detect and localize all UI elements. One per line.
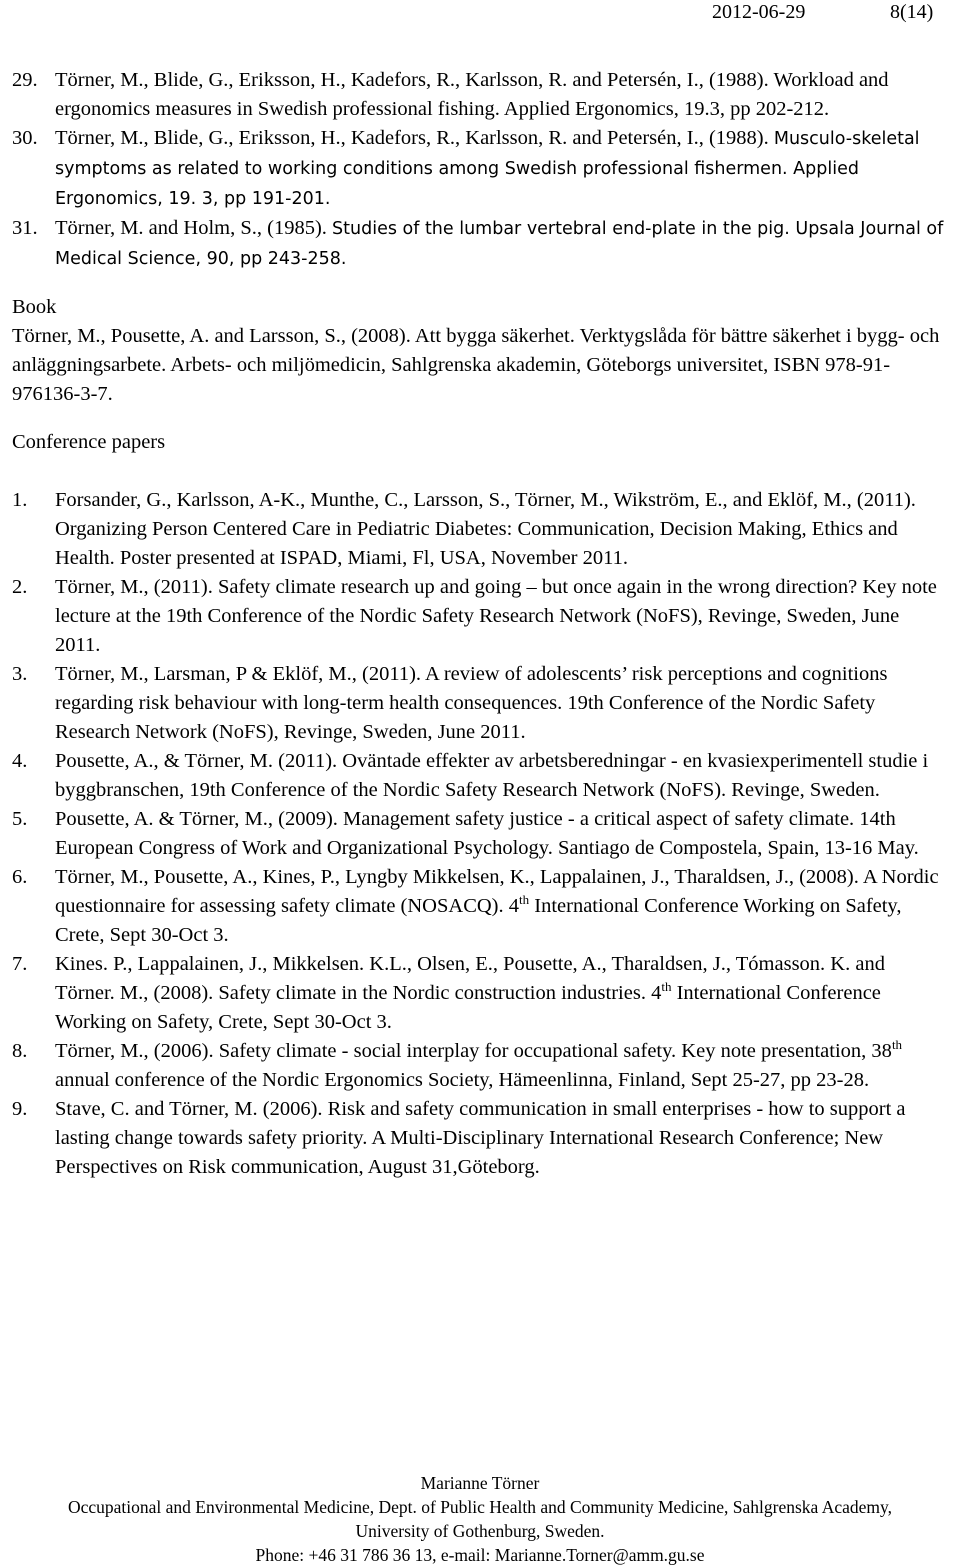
entry-text: Törner, M., Pousette, A., Kines, P., Lyngby Mikkelsen, K., Lappalainen, J., Tharaldsen, J., (2008). A Nordic questionnaire for assessing safety climate (NOSACQ). 4 (55, 866, 939, 917)
conference-item-4 (12, 747, 947, 805)
superscript: th (891, 1037, 903, 1053)
entry-authors: Törner, M., Blide, G., Eriksson, H., Kadefors, R., Karlsson, R. and Petersén, I., (1988). (55, 127, 769, 149)
conference-item-9 (12, 1095, 947, 1182)
page-footer (0, 1471, 960, 1567)
conference-item-7 (12, 950, 947, 1037)
conference-item-1 (12, 486, 947, 573)
entry-number: 31. (12, 217, 38, 239)
entry-number: 3. (12, 663, 28, 685)
entry-number: 8. (12, 1040, 28, 1062)
entry-text: Musculo-skeletal symptoms as related to working conditions among Swedish professional fishermen. Applied Ergonomics, 19. 3, pp 191-201. (55, 129, 920, 209)
book-entry: Törner, M., Pousette, A. and Larsson, S., (2008). Att bygga säkerhet. Verktygslåda för bättre säkerhet i bygg- och anläggningsarbete. Arbets- och miljömedicin, Sahlgrenska akademin, Göteborgs universitet, ISBN 978-91-976136-3-7. (12, 325, 940, 405)
entry-number: 5. (12, 808, 28, 830)
entry-text: Pousette, A. & Törner, M., (2009). Management safety justice - a critical aspect of safety climate. 14th European Congress of Work and Organizational Psychology. Santiago de Compostela, Spain, 13-16 May. (55, 808, 919, 859)
entry-text: Törner, M., Larsman, P & Eklöf, M., (2011). A review of adolescents’ risk perceptions and cognitions regarding risk behaviour with long-term health consequences. 19th Conference of the Nordic Safety Research Network (NoFS), Revinge, Sweden, June 2011. (55, 663, 888, 743)
entry-number: 29. (12, 69, 38, 91)
conference-item-5 (12, 805, 947, 863)
footer-author-name: Marianne Törner (420, 1473, 540, 1493)
entry-number: 9. (12, 1098, 28, 1120)
conference-item-2 (12, 573, 947, 660)
entry-text: Forsander, G., Karlsson, A-K., Munthe, C., Larsson, S., Törner, M., Wikström, E., and Eklöf, M., (2011). Organizing Person Centered Care in Pediatric Diabetes: Communication, Decision Making, Ethics and Health. Poster presented at ISPAD, Miami, Fl, USA, November 2011. (55, 489, 916, 569)
header-page-number: 8(14) (890, 1, 934, 23)
entry-text-cont: annual conference of the Nordic Ergonomics Society, Hämeenlinna, Finland, Sept 25-27, pp 23-28. (55, 1069, 870, 1091)
entry-text: Törner, M., (2011). Safety climate research up and going – but once again in the wrong direction? Key note lecture at the 19th Conference of the Nordic Safety Research Network (NoFS), Revinge, Sweden, June 2011. (55, 576, 937, 656)
entry-text: Workload and ergonomics measures in Swedish professional fishing. Applied Ergonomics, 19.3, pp 202-212. (55, 69, 889, 120)
entry-text: Törner, M., (2006). Safety climate - social interplay for occupational safety. Key note presentation, 38 (55, 1040, 892, 1062)
entry-text: Kines. P., Lappalainen, J., Mikkelsen. K.L., Olsen, E., Pousette, A., Tharaldsen, J., Tómasson. K. and Törner. M., (2008). Safety climate in the Nordic construction industries. 4 (55, 953, 885, 1004)
footer-contact: Phone: +46 31 786 36 13, e-mail: Marianne.Torner@amm.gu.se (255, 1545, 705, 1565)
superscript: th (519, 892, 530, 908)
publication-30 (12, 124, 947, 214)
entry-number: 30. (12, 127, 38, 149)
entry-number: 2. (12, 576, 28, 598)
entry-number: 7. (12, 953, 28, 975)
publication-29 (12, 66, 947, 124)
entry-text: Studies of the lumbar vertebral end-plate in the pig. Upsala Journal of Medical Science, 90, pp 243-258. (55, 219, 944, 269)
entry-text-cont: International Conference Working on Safety, Crete, Sept 30-Oct 3. (55, 895, 902, 946)
publication-31 (12, 214, 947, 274)
document-body (12, 66, 947, 1182)
entry-text: Stave, C. and Törner, M. (2006). Risk and safety communication in small enterprises - how to support a lasting change towards safety priority. A Multi-Disciplinary International Research Conference; New Perspectives on Risk communication, August 31,Göteborg. (55, 1098, 906, 1178)
entry-authors: Törner, M. and Holm, S., (1985). (55, 217, 327, 239)
entry-number: 6. (12, 866, 28, 888)
entry-text-cont: International Conference Working on Safety, Crete, Sept 30-Oct 3. (55, 982, 881, 1033)
footer-department: Occupational and Environmental Medicine, Dept. of Public Health and Community Medicine, Sahlgrenska Academy, (67, 1497, 893, 1517)
footer-university: University of Gothenburg, Sweden. (355, 1521, 605, 1541)
book-heading: Book (12, 296, 57, 318)
conference-papers-heading: Conference papers (12, 431, 166, 453)
conference-item-3 (12, 660, 947, 747)
conference-item-6 (12, 863, 947, 950)
entry-number: 4. (12, 750, 28, 772)
entry-number: 1. (12, 489, 28, 511)
conference-item-8 (12, 1037, 947, 1095)
superscript: th (661, 979, 672, 995)
header-date: 2012-06-29 (712, 1, 806, 23)
entry-text: Pousette, A., & Törner, M. (2011). Oväntade effekter av arbetsberedningar - en kvasiexperimentell studie i byggbranschen, 19th Conference of the Nordic Safety Research Network (NoFS). Revinge, Sweden. (55, 750, 929, 801)
entry-authors: Törner, M., Blide, G., Eriksson, H., Kadefors, R., Karlsson, R. and Petersén, I., (1988). (55, 69, 769, 91)
